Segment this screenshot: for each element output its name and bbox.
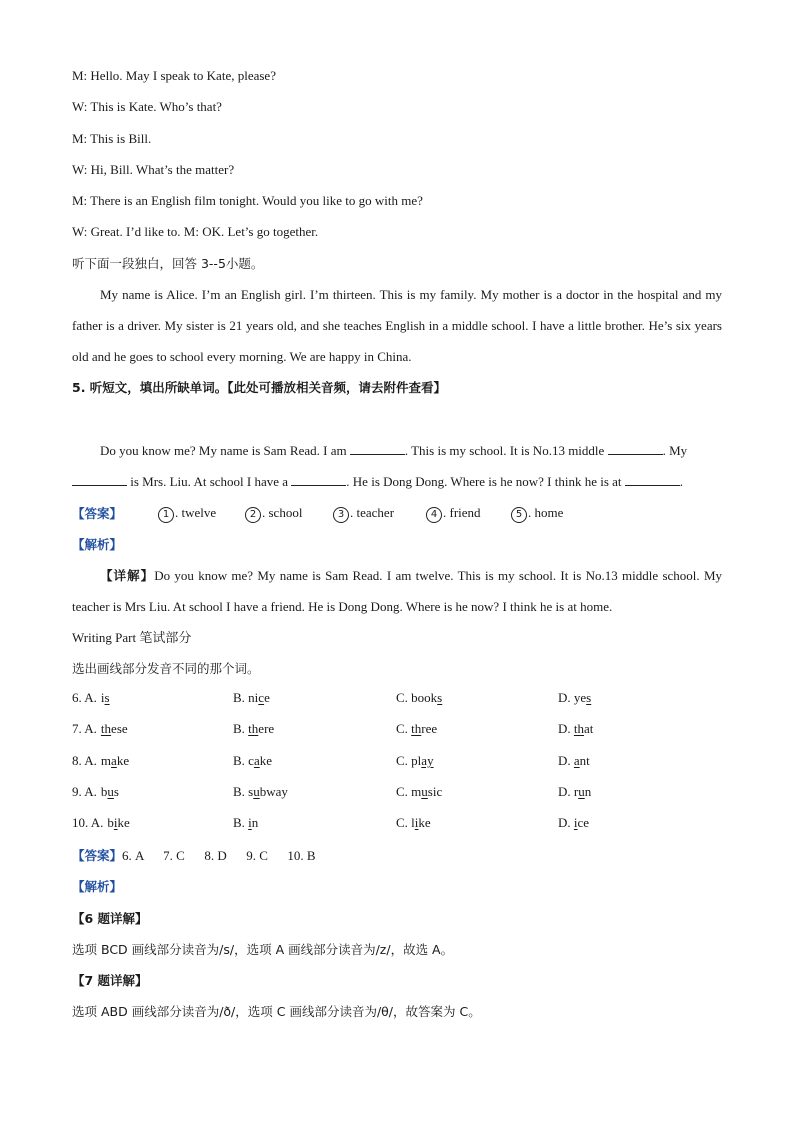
answer-1: 1 . twelve	[158, 505, 216, 523]
underlined-part: a	[111, 753, 117, 768]
question-5-label: 5. 听短文，填出所缺单词。【此处可播放相关音频，请去附件查看】	[72, 380, 447, 395]
underlined-part: s	[437, 690, 443, 705]
option: C. books	[396, 690, 443, 705]
dialogue-line: W: Hi, Bill. What’s the matter?	[72, 162, 235, 177]
underlined-part: th	[248, 721, 259, 736]
underlined-part: a	[573, 753, 580, 768]
question-row	[72, 690, 592, 706]
writing-part-heading: Writing Part 笔试部分	[72, 630, 192, 645]
question-5-passage: Do you know me? My name is Sam Read. I am . This is my school. It is No.13 middle . My is Mrs. Liu. At school I have a . He is Dong Dong. Where is he now? I think he is at .	[72, 435, 722, 497]
question-number: 6. A.	[72, 690, 97, 705]
option: D. run	[558, 784, 592, 799]
underlined-part: th	[411, 721, 422, 736]
underlined-part: c	[258, 690, 265, 705]
option: D. yes	[558, 690, 592, 705]
q7-detail-text: 选项 ABD 画线部分读音为/ð/，选项 C 画线部分读音为/θ/，故答案为 C。	[72, 1004, 481, 1019]
option: D. that	[558, 721, 594, 736]
underlined-part: u	[578, 784, 585, 799]
answer-label: 【答案】	[72, 506, 123, 521]
underlined-part: th	[573, 721, 585, 736]
option: C. three	[396, 721, 438, 736]
underlined-part: i	[113, 815, 118, 830]
underlined-part: ay	[421, 753, 434, 768]
underlined-part: i	[573, 815, 578, 830]
detail-paragraph: 【详解】Do you know me? My name is Sam Read. I am twelve. This is my school. It is No.13 middle school. My teacher is Mrs Liu. At school I have a friend. He is Dong Dong. Where is he now? I think he is at home.	[72, 568, 722, 614]
question-number: 10. A.	[72, 815, 104, 830]
dialogue-line: M: Hello. May I speak to Kate, please?	[72, 68, 276, 83]
q6-detail-text: 选项 BCD 画线部分读音为/s/，选项 A 画线部分读音为/z/，故选 A。	[72, 942, 454, 957]
question-row	[72, 784, 592, 800]
option: B. in	[233, 815, 259, 830]
question-row	[72, 753, 590, 769]
underlined-part: s	[586, 690, 592, 705]
monologue-text: My name is Alice. I’m an English girl. I’m thirteen. This is my family. My mother is a doctor in the hospital and my father is a driver. My sister is 21 years old, and she teaches English in a middle school. I have a little brother. He’s six years old and he goes to school every morning. We are happy in China.	[72, 287, 722, 364]
option: is	[100, 690, 110, 705]
option: C. music	[396, 784, 443, 799]
option: bike	[107, 815, 130, 830]
answer-5: 5 . home	[511, 505, 563, 523]
q6-detail-label: 【6 题详解】	[72, 911, 148, 926]
underlined-part: th	[100, 721, 112, 736]
option: B. nice	[233, 690, 270, 705]
option: C. play	[396, 753, 434, 768]
question-number: 7. A.	[72, 721, 97, 736]
dialogue-line: M: There is an English film tonight. Would you like to go with me?	[72, 193, 423, 208]
question-number: 8. A.	[72, 753, 97, 768]
q7-detail-label: 【7 题详解】	[72, 973, 148, 988]
blank-4	[291, 473, 346, 486]
question-number: 9. A.	[72, 784, 97, 799]
option: B. subway	[233, 784, 288, 799]
underlined-part: s	[104, 690, 110, 705]
option: bus	[100, 784, 119, 799]
option: make	[100, 753, 130, 768]
blank-2	[608, 442, 663, 455]
underlined-part: i	[248, 815, 252, 830]
blank-3	[72, 473, 127, 486]
option: these	[100, 721, 128, 736]
question-row	[72, 815, 590, 831]
answer-row-2: 【答案】6. A 7. C 8. D 9. C 10. B	[72, 848, 316, 863]
underlined-part: a	[253, 753, 260, 768]
phonetic-instruction: 选出画线部分发音不同的那个词。	[72, 661, 260, 676]
underlined-part: u	[107, 784, 114, 799]
answer-2: 2 . school	[245, 505, 302, 523]
answer-3: 3 . teacher	[333, 505, 394, 523]
answer-row	[72, 504, 122, 524]
question-row	[72, 721, 594, 737]
blank-5	[625, 473, 680, 486]
underlined-part: u	[253, 784, 260, 799]
option: C. like	[396, 815, 431, 830]
underlined-part: i	[414, 815, 419, 830]
option: B. there	[233, 721, 275, 736]
analysis-label: 【解析】	[72, 537, 123, 552]
underlined-part: u	[421, 784, 428, 799]
monologue-instruction: 听下面一段独白，回答 3--5小题。	[72, 256, 264, 271]
option: D. ant	[558, 753, 590, 768]
dialogue-line: W: This is Kate. Who’s that?	[72, 99, 222, 114]
answer-4: 4 . friend	[426, 505, 481, 523]
analysis-label-2: 【解析】	[72, 879, 123, 894]
option: D. ice	[558, 815, 590, 830]
dialogue-line: M: This is Bill.	[72, 131, 152, 146]
option: B. cake	[233, 753, 273, 768]
blank-1	[350, 442, 405, 455]
dialogue-line: W: Great. I’d like to. M: OK. Let’s go together.	[72, 224, 319, 239]
